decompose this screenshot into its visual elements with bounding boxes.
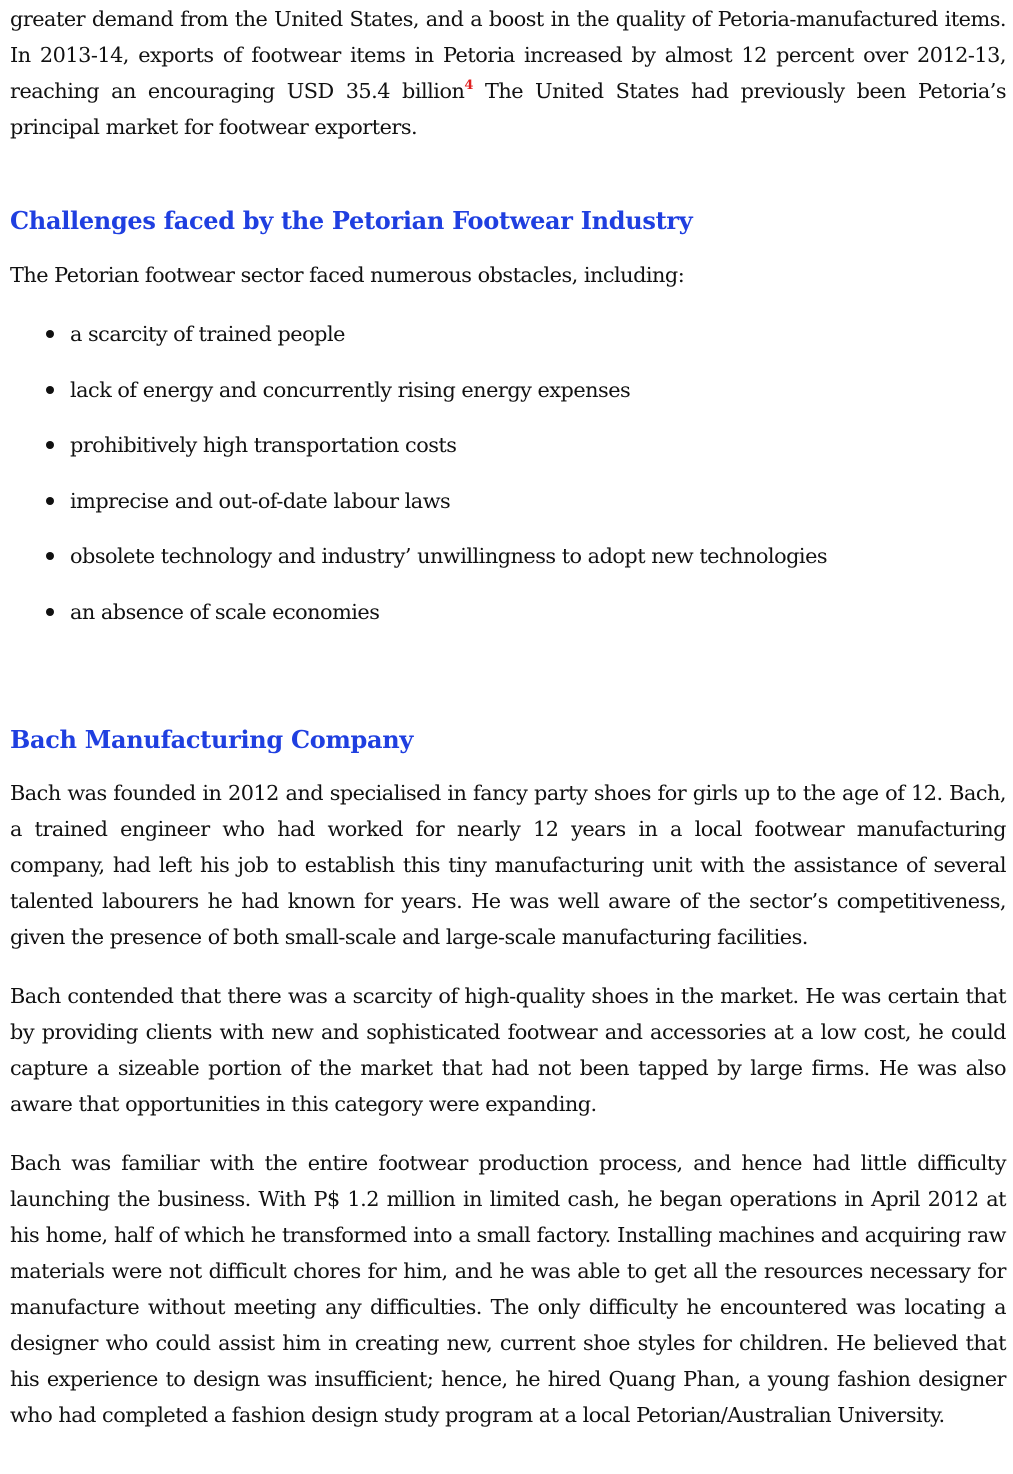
bullet-icon	[46, 497, 54, 505]
bullet-icon	[46, 386, 54, 394]
intro-paragraph	[10, 1, 1006, 145]
bach-paragraph-1: Bach was founded in 2012 and specialised in fancy party shoes for girls up to the age of 12. Bach, a trained engineer who had worked for nearly 12 years in a local footwear manufacturing company, had left his job to establish this tiny manufacturing unit with the assistance of several talented labourers he had known for years. He was well aware of the sector’s competitiveness, given the presence of both small-scale and large-scale manufacturing facilities.	[10, 781, 1006, 949]
list-item-text: a scarcity of trained people	[70, 322, 345, 346]
list-item-text: imprecise and out-of-date labour laws	[70, 488, 451, 513]
list-item	[10, 427, 1006, 483]
bach-paragraph-3: Bach was familiar with the entire footwear production process, and hence had little difficulty launching the business. With P$ 1.2 million in limited cash, he began operations in April 2012 at his home, half of which he transformed into a small factory. Installing machines and acquiring raw materials were not difficult chores for him, and he was able to get all the resources necessary for manufacture without meeting any difficulties. The only difficulty he encountered was locating a designer who could assist him in creating new, current shoe styles for children. He believed that his experience to design was insufficient; hence, he hired Quang Phan, a young fashion designer who had completed a fashion design study program at a local Petorian/Australian University.	[10, 1151, 1006, 1427]
challenges-lead: The Petorian footwear sector faced numerous obstacles, including:	[10, 263, 685, 287]
list-item	[10, 594, 1006, 650]
bullet-icon	[46, 552, 54, 560]
intro-text-before-ref: greater demand from the United States, and a boost in the quality of Petoria-manufactured items. In 2013-14, exports of footwear items in Petoria increased by almost 12 percent over 2012-13, reaching an encouraging USD 35.4 billion	[10, 7, 1006, 103]
bullet-icon	[46, 441, 54, 449]
list-item	[10, 316, 1006, 372]
list-item-text: lack of energy and concurrently rising energy expenses	[70, 377, 631, 402]
footnote-reference[interactable]: 4	[464, 78, 473, 93]
challenges-list	[10, 316, 1006, 650]
bach-heading: Bach Manufacturing Company	[10, 725, 414, 754]
bach-paragraph-2: Bach contended that there was a scarcity of high-quality shoes in the market. He was certain that by providing clients with new and sophisticated footwear and accessories at a low cost, he could capture a sizeable portion of the market that had not been tapped by large firms. He was also aware that opportunities in this category were expanding.	[10, 984, 1006, 1116]
bullet-icon	[46, 330, 54, 338]
list-item-text: prohibitively high transportation costs	[70, 433, 457, 458]
list-item	[10, 483, 1006, 539]
intro-text-after-ref: The United States had previously been Petoria’s principal market for footwear exporters.	[10, 79, 1007, 139]
list-item-text: an absence of scale economies	[70, 599, 380, 624]
list-item	[10, 538, 1006, 594]
challenges-heading: Challenges faced by the Petorian Footwear Industry	[10, 206, 693, 235]
bullet-icon	[46, 608, 54, 616]
list-item	[10, 372, 1006, 428]
list-item-text: obsolete technology and industry’ unwillingness to adopt new technologies	[70, 544, 828, 569]
